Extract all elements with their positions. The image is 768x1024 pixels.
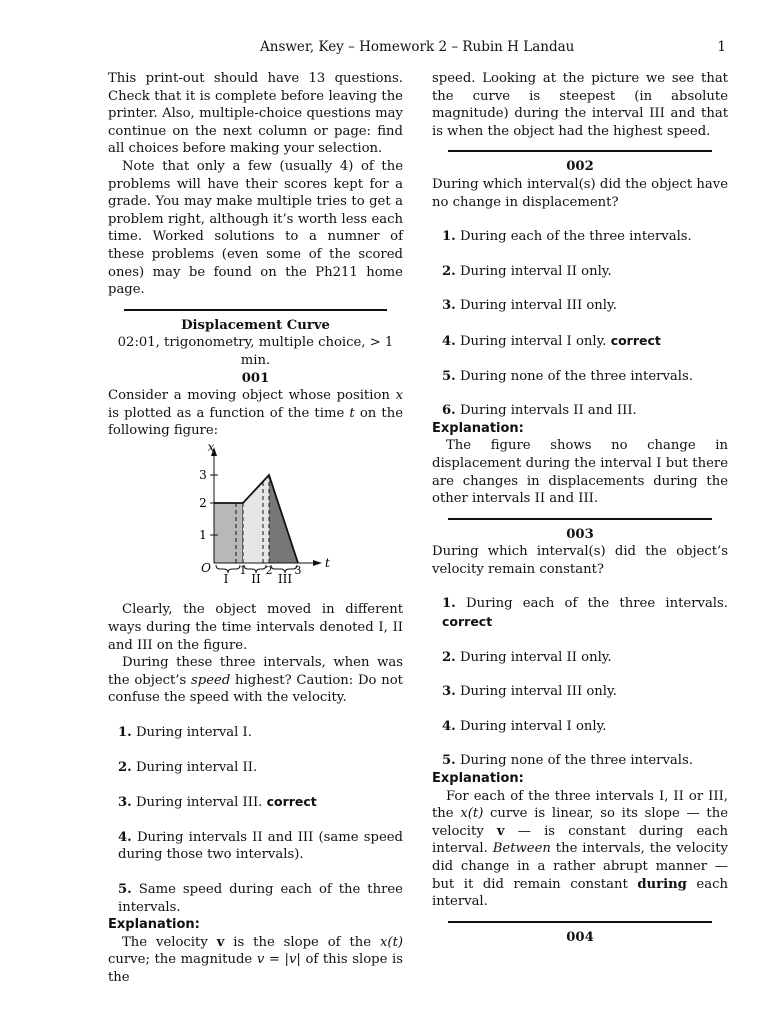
q003-explanation: For each of the three intervals I, II or III, the x(t) curve is linear, so its slope — the velocity v — is constant during each interval. Between the intervals, the velocity did change in a rather abrupt manner — but it did remain constant during each interval. xyxy=(432,788,729,910)
q002-option-3[interactable]: 3. During interval III only. xyxy=(442,298,617,314)
q002-option-6[interactable]: 6. During intervals II and III. xyxy=(442,403,637,419)
q003-explanation-label: Explanation: xyxy=(432,771,524,787)
q002-explanation-label: Explanation: xyxy=(432,420,524,436)
correct-marker: correct xyxy=(266,794,317,810)
interval-label-1: I xyxy=(223,571,229,586)
interval-label-3: III xyxy=(277,571,293,586)
q003-option-5[interactable]: 5. During none of the three intervals. xyxy=(442,753,693,769)
question-number-004: 004 xyxy=(566,929,594,945)
q002-option-1[interactable]: 1. During each of the three intervals. xyxy=(442,229,692,245)
divider-004 xyxy=(448,921,712,923)
header-title: Answer, Key – Homework 2 – Rubin H Landau xyxy=(260,39,575,55)
intro-paragraph-1: This print-out should have 13 questions. Check that it is complete before leaving the printer. Also, multiple-choice questions may continue on the next column or page: find all choices before making your selection. xyxy=(108,71,403,157)
right-column xyxy=(432,70,728,946)
x-axis-arrow xyxy=(313,560,322,566)
xt-graph xyxy=(108,442,403,592)
q001-option-2[interactable]: 2. During interval II. xyxy=(118,759,258,775)
q003-stem: During which interval(s) did the object’s velocity remain constant? xyxy=(432,544,728,577)
q003-option-1[interactable]: 1. During each of the three intervals. correct xyxy=(442,596,728,630)
position-time-figure xyxy=(108,442,403,598)
q003-option-3[interactable]: 3. During interval III only. xyxy=(442,684,617,700)
y-tick-label-3: 3 xyxy=(199,467,207,482)
y-tick-label-1: 1 xyxy=(199,527,207,542)
question-number-003: 003 xyxy=(566,526,594,542)
section-meta: 02:01, trigonometry, multiple choice, > 1 min. xyxy=(117,335,394,368)
q001-explanation: The velocity v is the slope of the x(t) curve; the magnitude v = |v| of this slope is the xyxy=(108,934,404,985)
section-title: Displacement Curve xyxy=(181,317,330,333)
page-number: 1 xyxy=(717,39,726,55)
question-number-001: 001 xyxy=(241,370,270,386)
origin-label: O xyxy=(201,560,211,575)
divider-003 xyxy=(448,518,712,520)
q002-option-2[interactable]: 2. During interval II only. xyxy=(442,263,612,279)
q001-option-5[interactable]: 5. Same speed during each of the three intervals. xyxy=(118,882,403,915)
y-axis-label: x xyxy=(207,441,215,454)
q003-option-4[interactable]: 4. During interval I only. xyxy=(442,718,607,734)
correct-marker: correct xyxy=(442,614,493,630)
q001-option-4[interactable]: 4. During intervals II and III (same speed during those two intervals). xyxy=(118,829,403,863)
q003-option-2[interactable]: 2. During interval II only. xyxy=(442,649,612,665)
q001-option-3[interactable]: 3. During interval III. correct xyxy=(118,794,317,811)
intro-paragraph-2: Note that only a few (usually 4) of the problems will have their scores kept for a grade. You may make multiple tries to get a problem right, although it’s worth less each time. Worked solutions to a numner of these problems (even some of the scored ones) may be found on the Ph211 home page. xyxy=(108,158,403,298)
q001-question: During these three intervals, when was the object’s speed highest? Caution: Do not confuse the speed with the velocity. xyxy=(108,655,403,706)
q001-explanation-continued: speed. Looking at the picture we see that the curve is steepest (in absolute magnitude) during the interval III and that is when the object had the highest speed. xyxy=(432,71,728,139)
left-column xyxy=(108,70,403,987)
q002-option-4[interactable]: 4. During interval I only. correct xyxy=(442,332,661,349)
question-number-002: 002 xyxy=(566,159,594,175)
divider-002 xyxy=(448,150,712,152)
q002-option-5[interactable]: 5. During none of the three intervals. xyxy=(442,368,693,384)
q001-explanation-label: Explanation: xyxy=(108,917,200,933)
interval-label-2: II xyxy=(251,571,261,586)
q002-explanation: The figure shows no change in displacement during the interval I but there are changes in displacements during the other intervals II and III. xyxy=(432,438,728,507)
x-axis-label: t xyxy=(325,555,330,570)
x-tick-label-2: 2 xyxy=(265,563,273,577)
correct-marker: correct xyxy=(610,332,661,348)
q001-after-figure: Clearly, the object moved in different ways during the time intervals denoted I, II and III on the figure. xyxy=(108,602,403,653)
x-tick-label-1: 1 xyxy=(239,563,247,577)
q001-stem: Consider a moving object whose position x is plotted as a function of the time t on the following figure: xyxy=(108,388,404,439)
region-interval-1 xyxy=(214,503,243,563)
section-divider xyxy=(124,309,387,311)
x-tick-label-3: 3 xyxy=(294,563,302,577)
q002-stem: During which interval(s) did the object have no change in displacement? xyxy=(432,176,728,210)
y-tick-label-2: 2 xyxy=(199,495,207,510)
q001-option-1[interactable]: 1. During interval I. xyxy=(118,725,252,741)
